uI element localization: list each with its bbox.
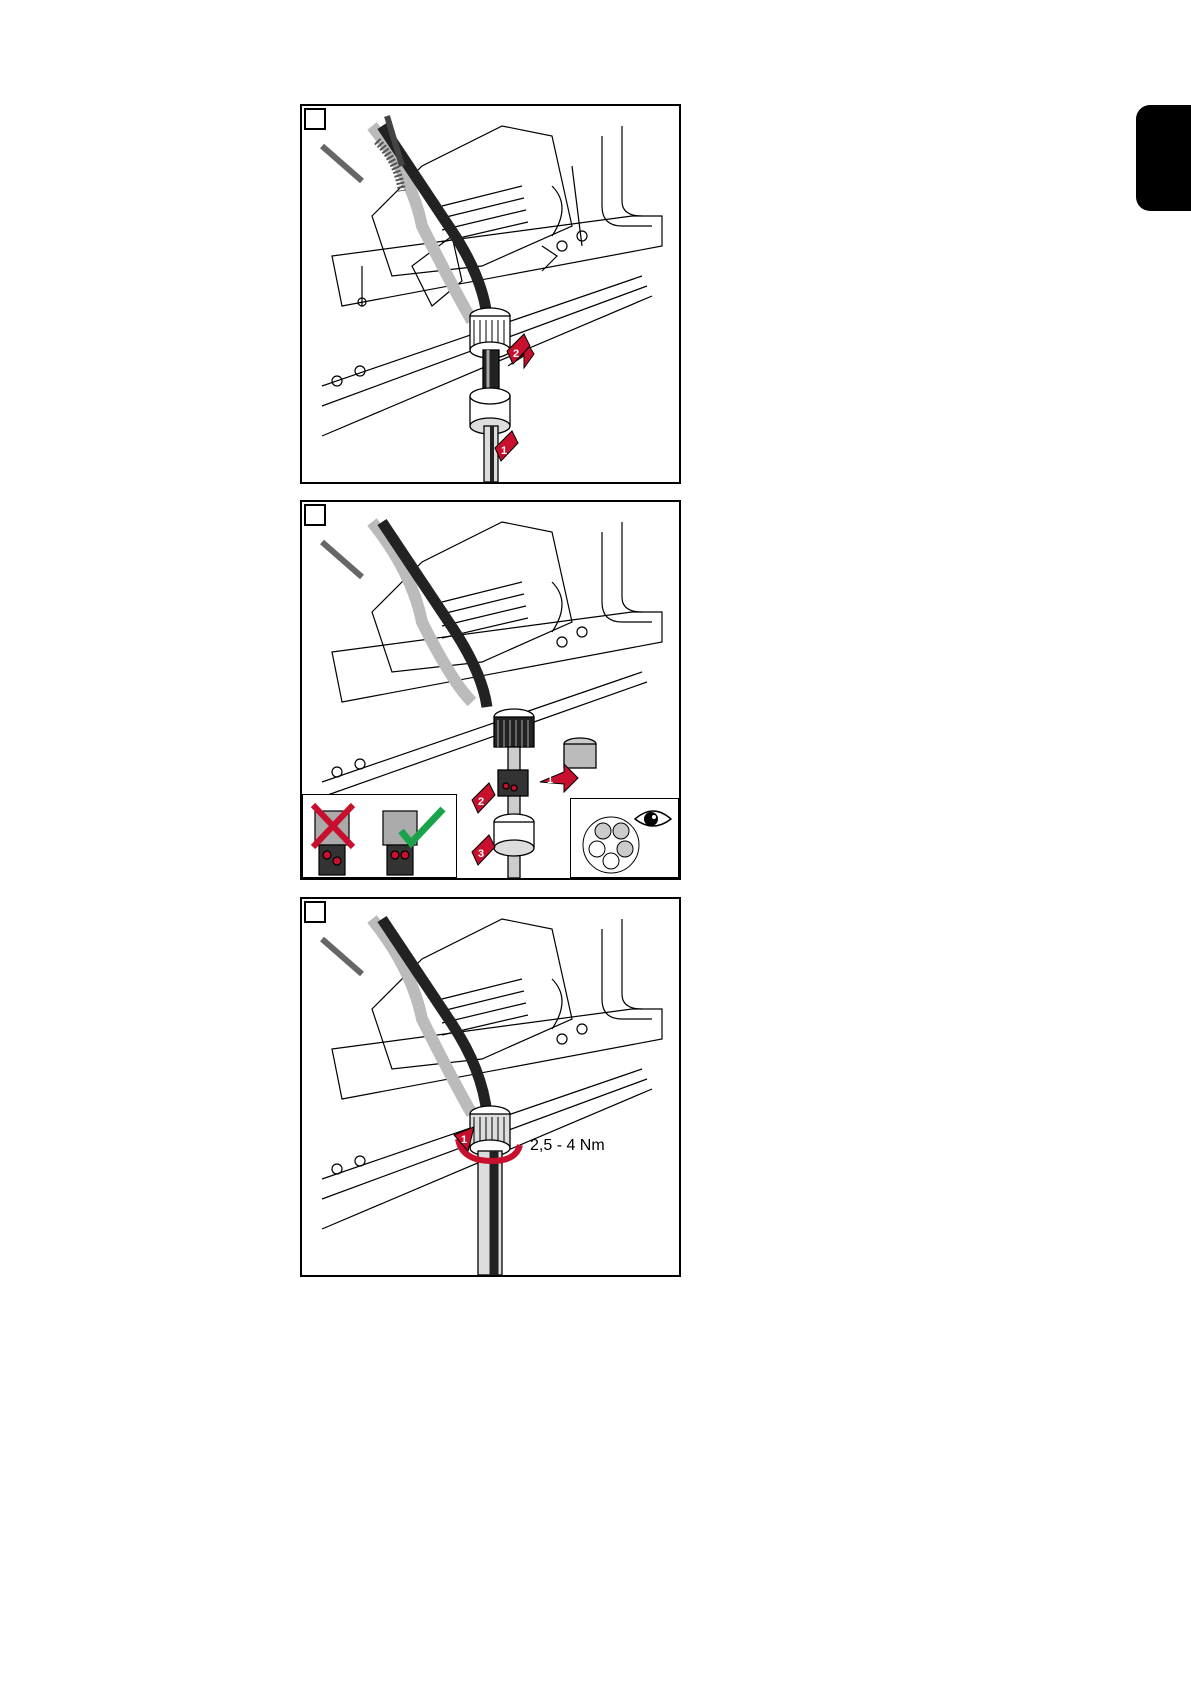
svg-text:2: 2	[513, 348, 520, 360]
arrow-3-icon	[472, 835, 495, 865]
wrong-correct-inset	[302, 794, 457, 878]
arrow-2-icon	[507, 334, 534, 368]
svg-text:2: 2	[478, 796, 485, 808]
step-checkbox	[304, 504, 326, 526]
torque-label: 2,5 - 4 Nm	[530, 1137, 605, 1154]
svg-text:1: 1	[547, 774, 554, 786]
eye-icon	[635, 811, 671, 826]
illustration-panel-1	[300, 104, 681, 484]
arrow-2-icon	[472, 783, 495, 813]
chapter-tab	[1136, 105, 1191, 211]
svg-text:1: 1	[501, 445, 508, 457]
step-checkbox	[304, 901, 326, 923]
cable-insert-illustration	[302, 106, 679, 482]
illustration-panel-3	[300, 897, 681, 1277]
illustration-panel-2	[300, 500, 681, 880]
step-checkbox	[304, 108, 326, 130]
seal-inspect-inset	[570, 798, 679, 878]
svg-text:1: 1	[461, 1134, 468, 1146]
svg-text:3: 3	[478, 848, 485, 860]
gland-tighten-illustration	[302, 899, 679, 1275]
